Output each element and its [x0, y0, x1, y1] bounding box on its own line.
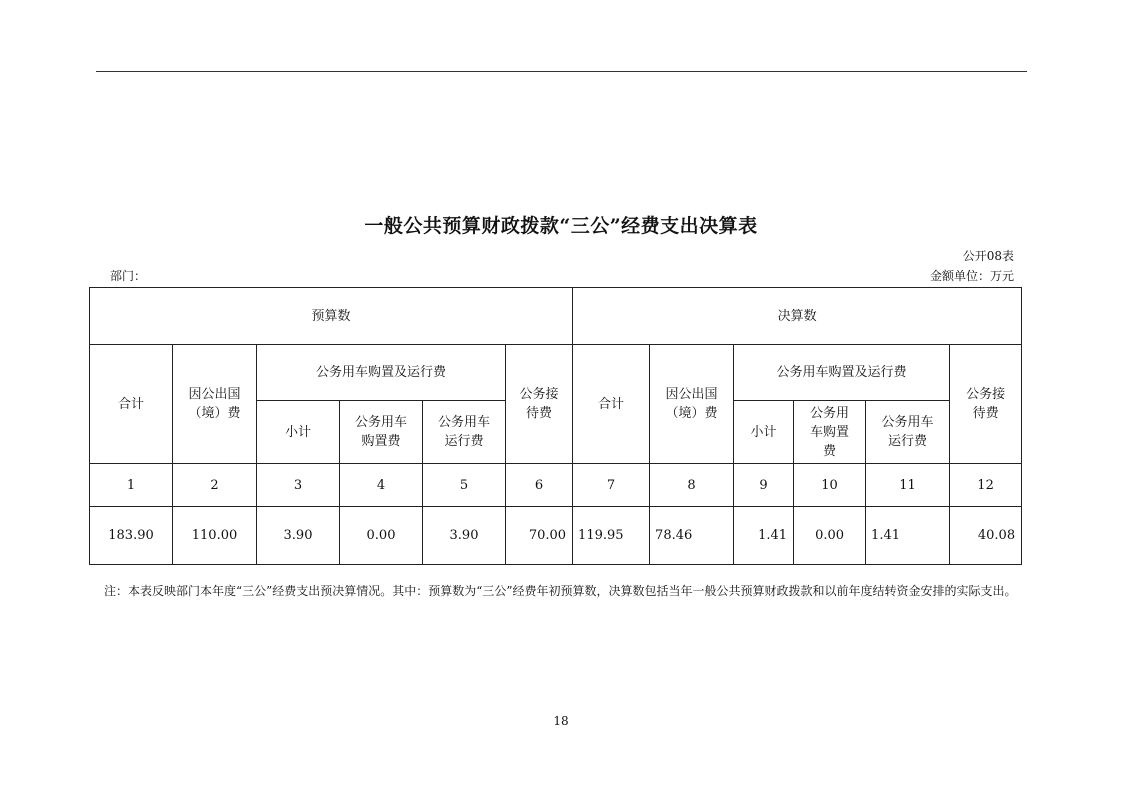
page-title: 一般公共预算财政拨款“三公”经费支出决算表 — [364, 215, 758, 237]
budget-purchase-header: 公务用车 购置费 — [340, 401, 423, 464]
column-number: 8 — [650, 464, 734, 507]
final-operation-value: 1.41 — [866, 507, 950, 565]
data-row — [90, 507, 1022, 565]
budget-purchase-value: 0.00 — [340, 507, 423, 565]
final-abroad-header: 因公出国 （境）费 — [650, 345, 734, 464]
budget-reception-header: 公务接 待费 — [506, 345, 573, 464]
budget-subtotal-header: 小计 — [257, 401, 340, 464]
final-reception-value: 40.08 — [950, 507, 1022, 565]
column-number-row — [90, 464, 1022, 507]
budget-header: 预算数 — [90, 288, 573, 345]
column-number: 4 — [340, 464, 423, 507]
header-rule — [96, 71, 1027, 72]
column-number: 1 — [90, 464, 173, 507]
final-header: 决算数 — [573, 288, 1022, 345]
column-number: 12 — [950, 464, 1022, 507]
column-number: 11 — [866, 464, 950, 507]
column-number: 2 — [173, 464, 257, 507]
final-total-value: 119.95 — [573, 507, 650, 565]
final-purchase-header: 公务用 车购置 费 — [794, 401, 866, 464]
unit-label: 金额单位：万元 — [929, 269, 1014, 283]
page-number: 18 — [553, 714, 569, 728]
header-row-2 — [90, 345, 1022, 401]
budget-total-header: 合计 — [90, 345, 173, 464]
final-purchase-value: 0.00 — [794, 507, 866, 565]
final-total-header: 合计 — [573, 345, 650, 464]
budget-reception-value: 70.00 — [506, 507, 573, 565]
department-label: 部门： — [110, 269, 147, 283]
column-number: 10 — [794, 464, 866, 507]
final-operation-header: 公务用车 运行费 — [866, 401, 950, 464]
header-row-1 — [90, 288, 1022, 345]
budget-operation-value: 3.90 — [423, 507, 506, 565]
column-number: 7 — [573, 464, 650, 507]
budget-abroad-header: 因公出国 （境）费 — [173, 345, 257, 464]
final-subtotal-header: 小计 — [734, 401, 794, 464]
column-number: 9 — [734, 464, 794, 507]
final-reception-header: 公务接 待费 — [950, 345, 1022, 464]
final-subtotal-value: 1.41 — [734, 507, 794, 565]
final-abroad-value: 78.46 — [650, 507, 734, 565]
column-number: 6 — [506, 464, 573, 507]
budget-subtotal-value: 3.90 — [257, 507, 340, 565]
three-public-expenditure-table — [89, 287, 1022, 565]
budget-total-value: 183.90 — [90, 507, 173, 565]
column-number: 5 — [423, 464, 506, 507]
form-number: 公开08表 — [962, 249, 1014, 263]
column-number: 3 — [257, 464, 340, 507]
budget-abroad-value: 110.00 — [173, 507, 257, 565]
budget-operation-header: 公务用车 运行费 — [423, 401, 506, 464]
table-note: 注：本表反映部门本年度“三公”经费支出预决算情况。其中：预算数为“三公”经费年初预算数，决算数包括当年一般公共预算财政拨款和以前年度结转资金安排的实际支出。 — [104, 584, 1017, 598]
budget-vehicle-header: 公务用车购置及运行费 — [257, 345, 506, 401]
final-vehicle-header: 公务用车购置及运行费 — [734, 345, 950, 401]
